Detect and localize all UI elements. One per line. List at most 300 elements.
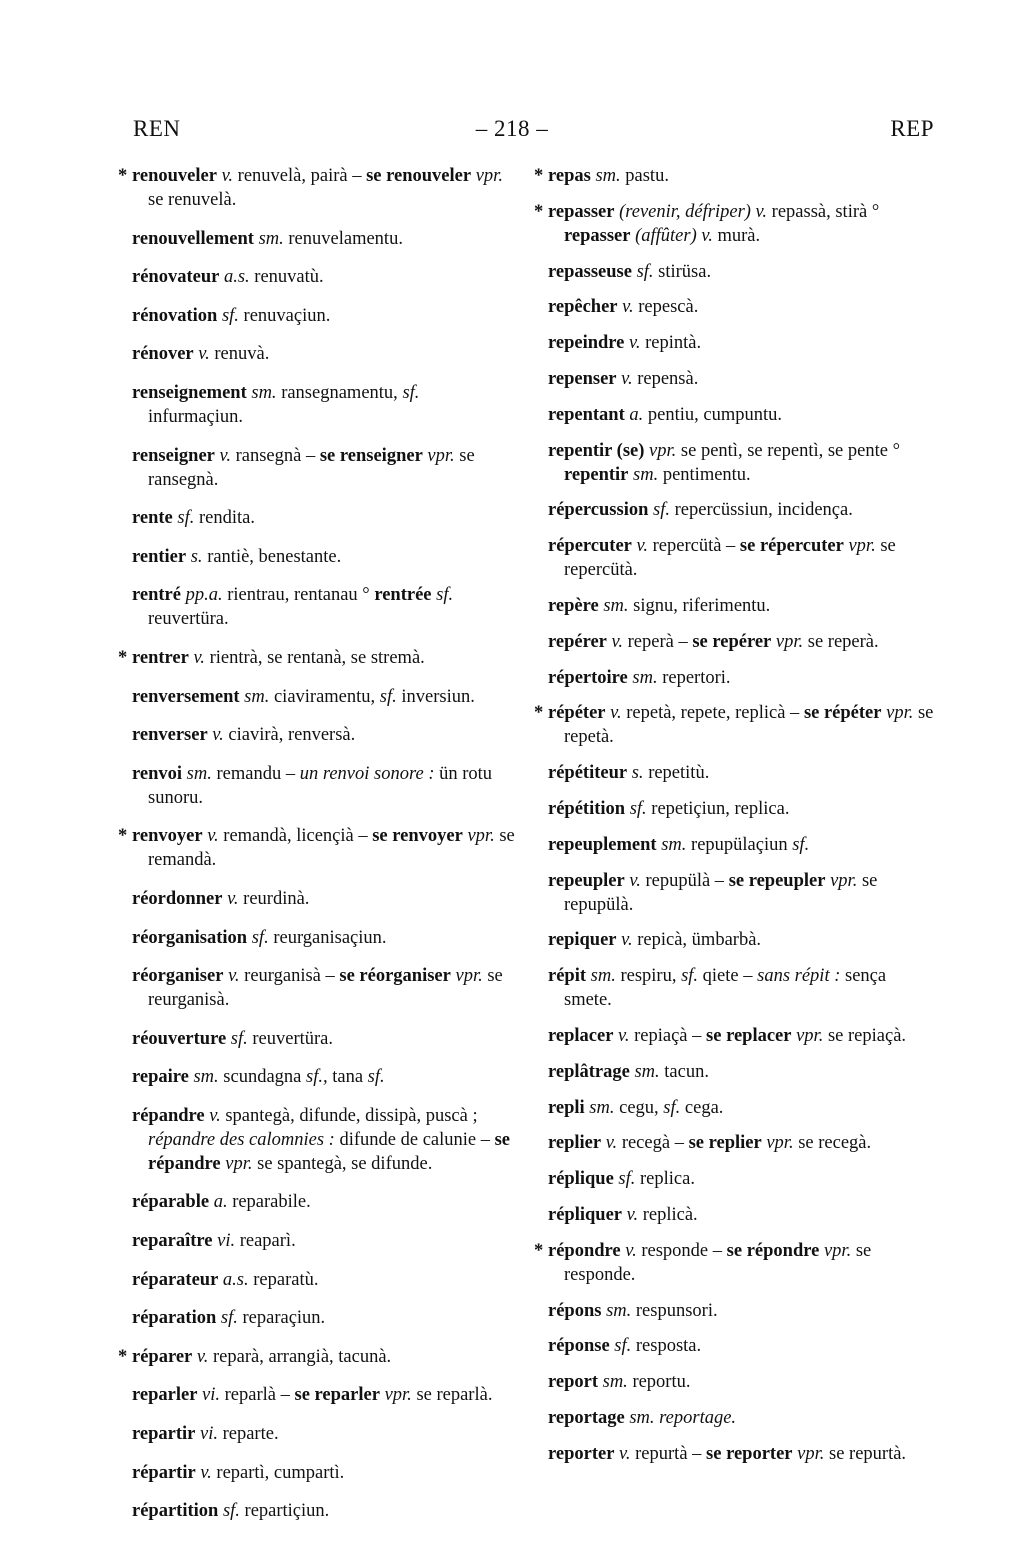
entry-grammar: sm. — [246, 382, 277, 403]
entry-translation: responde – — [636, 1240, 727, 1261]
header-guide-word-right: REP — [890, 116, 934, 141]
entry-translation: reparà, arrangià, tacunà. — [208, 1346, 392, 1367]
entry-translation: reurdinà. — [238, 888, 310, 909]
entry-translation: cega. — [680, 1097, 724, 1118]
entry-headword: repasser — [564, 225, 631, 246]
entry-grammar: sm. — [239, 686, 270, 707]
entry-translation: recegà – — [617, 1133, 689, 1154]
entry-translation: pentiu, cumpuntu. — [643, 404, 782, 425]
entry-translation: rantiè, benestante. — [202, 546, 342, 567]
entry-translation: pentimentu. — [658, 464, 751, 485]
dictionary-entry — [548, 1203, 934, 1227]
entry-translation: ciavirà, renversà. — [223, 725, 356, 746]
dictionary-entry — [132, 1229, 515, 1253]
entry-grammar: pp.a. — [180, 585, 223, 606]
dictionary-entry — [548, 701, 934, 749]
entry-translation: repetiçiun, replica. — [646, 798, 790, 819]
entry-translation: se repetà. — [564, 703, 934, 748]
dictionary-entry — [132, 1383, 515, 1407]
entry-grammar: sf. — [247, 927, 269, 948]
entry-grammar: sans répit : — [757, 966, 841, 987]
entry-grammar: sm. — [253, 228, 284, 249]
entry-headword: répéter — [548, 703, 606, 724]
entry-headword: répétiteur — [548, 763, 628, 784]
entry-headword: répétition — [548, 798, 626, 819]
entry-grammar: sf., — [301, 1067, 328, 1088]
dictionary-entry — [132, 1027, 515, 1051]
dictionary-entry — [132, 723, 515, 747]
entry-grammar: sm. — [590, 166, 621, 186]
entry-headword: rénovation — [132, 305, 218, 326]
entry-headword: renvoi — [132, 763, 183, 784]
entry-headword: rénovateur — [132, 267, 220, 288]
entry-grammar: vpr. — [471, 166, 503, 186]
dictionary-entry — [548, 1299, 934, 1323]
dictionary-entry — [132, 964, 515, 1012]
entry-headword: répons — [548, 1300, 602, 1321]
dictionary-entry — [548, 331, 934, 355]
entry-grammar: s. — [627, 763, 644, 784]
entry-translation: rendita. — [194, 508, 255, 529]
entry-headword: rentrée — [374, 585, 432, 606]
entry-translation: repensà. — [632, 368, 699, 389]
entry-headword: report — [548, 1372, 598, 1393]
entry-headword: réorganiser — [132, 966, 224, 987]
entry-translation: renuvelamentu. — [283, 228, 403, 249]
entry-headword: repeupler — [548, 870, 625, 891]
dictionary-entry — [132, 762, 515, 810]
dictionary-entry — [132, 1345, 515, 1369]
dictionary-entry — [548, 666, 934, 690]
entry-headword: répercussion — [548, 500, 649, 521]
dictionary-entry — [548, 367, 934, 391]
entry-grammar: v. — [207, 725, 224, 746]
page-number: – 218 – — [475, 116, 549, 141]
entry-headword: se répercuter — [739, 536, 844, 557]
entry-headword: se repeupler — [728, 870, 826, 891]
entry-grammar: v. — [223, 966, 240, 987]
entry-translation: repupülaçiun — [686, 834, 788, 855]
dictionary-entry — [548, 833, 934, 857]
entry-grammar: a. — [624, 404, 644, 425]
dictionary-entry — [132, 1499, 515, 1523]
entry-headword: répartir — [132, 1462, 196, 1483]
entry-grammar: v. — [192, 1346, 209, 1367]
entry-grammar: sf. — [613, 1169, 636, 1190]
entry-headword: repenser — [548, 368, 617, 389]
dictionary-entry — [132, 646, 515, 670]
entry-grammar: v. — [614, 1443, 631, 1464]
entry-translation: remandu – — [211, 763, 300, 784]
entry-grammar: vi. — [197, 1385, 221, 1406]
dictionary-entry — [548, 295, 934, 319]
entry-grammar: vpr. — [422, 445, 455, 466]
entry-grammar: sm. — [601, 1300, 632, 1321]
entry-grammar: s. — [186, 546, 203, 567]
entry-grammar: sf. — [609, 1336, 632, 1357]
entry-translation: inversiun. — [396, 686, 475, 707]
entry-grammar: vpr. — [771, 631, 804, 652]
entry-translation: renuvà. — [209, 344, 270, 365]
entry-translation: reportu. — [627, 1372, 691, 1393]
entry-headword: rentier — [132, 546, 187, 567]
entry-headword: renseignement — [132, 382, 247, 403]
entry-headword: se replier — [688, 1133, 762, 1154]
entry-grammar: vi. — [195, 1424, 218, 1445]
entry-translation: pastu. — [620, 166, 669, 186]
dictionary-entry — [548, 594, 934, 618]
entry-headword: repeuplement — [548, 834, 657, 855]
entry-headword: se replacer — [706, 1025, 792, 1046]
entry-headword: se repérer — [692, 631, 772, 652]
dictionary-entry — [132, 1065, 515, 1089]
entry-headword: replacer — [548, 1025, 614, 1046]
entry-grammar: v. — [613, 1025, 630, 1046]
entry-grammar: v. — [204, 1105, 221, 1126]
dictionary-entry — [132, 685, 515, 709]
entry-headword: se répondre — [726, 1240, 820, 1261]
dictionary-entry — [548, 1096, 934, 1120]
entry-translation: se renuvelà. — [148, 190, 237, 210]
entry-translation: spantegà, difunde, dissipà, puscà ; — [220, 1105, 478, 1126]
entry-headword: répandre — [132, 1105, 205, 1126]
entry-headword: renouvellement — [132, 228, 254, 249]
entry-grammar: sm. — [628, 464, 659, 485]
entry-headword: repiquer — [548, 930, 617, 951]
dictionary-entry — [548, 1370, 934, 1394]
entry-translation: renuvaçiun. — [238, 305, 331, 326]
page-header — [0, 116, 1024, 156]
entry-headword: repentir — [564, 464, 629, 485]
dictionary-entry — [548, 630, 934, 654]
dictionary-entry — [132, 824, 515, 872]
dictionary-entry — [548, 260, 934, 284]
dictionary-entry — [548, 439, 934, 487]
entry-grammar: vpr. — [220, 1153, 253, 1174]
entry-grammar: vpr. — [379, 1385, 412, 1406]
entry-headword: rentré — [132, 585, 181, 606]
entry-translation: repintà. — [640, 333, 702, 354]
entry-translation: repartì, cumpartì. — [211, 1462, 345, 1483]
dictionary-entry — [132, 381, 515, 429]
entry-headword: renverser — [132, 725, 208, 746]
entry-translation: repassà, stirà ° — [767, 201, 880, 222]
dictionary-entry — [132, 304, 515, 328]
entry-grammar: vpr. — [792, 1443, 825, 1464]
entry-translation: reparatù. — [248, 1269, 319, 1290]
entry-translation: se spantegà, se difunde. — [252, 1153, 433, 1174]
entry-headword: reparaître — [132, 1231, 213, 1252]
entry-headword: réparation — [132, 1308, 217, 1329]
entry-translation: difunde de calunie – — [334, 1129, 495, 1150]
entry-grammar: vpr. — [843, 536, 876, 557]
entry-translation: renuvatù. — [249, 267, 324, 288]
entry-grammar: sm. — [598, 595, 629, 616]
entry-headword: rentrer — [132, 647, 189, 668]
entry-grammar: vpr. — [825, 870, 858, 891]
entry-grammar: v. — [202, 826, 219, 847]
entry-grammar: a.s. — [219, 267, 250, 288]
entry-headword: repentir (se) — [548, 440, 645, 461]
entry-translation: se remandà. — [148, 826, 515, 871]
entry-grammar: sm. — [182, 763, 212, 784]
entry-headword: replier — [548, 1133, 602, 1154]
entry-grammar: sf. — [676, 966, 699, 987]
dictionary-entry — [548, 761, 934, 785]
dictionary-entry — [548, 869, 934, 917]
entry-grammar: sf. — [397, 382, 420, 403]
entry-grammar: v. — [195, 1462, 212, 1483]
entry-headword: réparable — [132, 1192, 210, 1213]
entry-translation: se pentì, se repentì, se pente ° — [676, 440, 900, 461]
dictionary-entry — [132, 1190, 515, 1214]
entry-grammar: v. — [624, 870, 641, 891]
entry-grammar: v. — [616, 368, 633, 389]
right-column — [548, 164, 934, 1478]
entry-headword: repasser — [548, 201, 615, 222]
entry-headword: repasseuse — [548, 261, 632, 282]
entry-translation: reurganisaçiun. — [268, 927, 387, 948]
dictionary-entry — [548, 1442, 934, 1466]
entry-headword: réouverture — [132, 1028, 227, 1049]
entry-grammar: (revenir, défriper) v. — [614, 201, 768, 222]
entry-headword: réordonner — [132, 888, 223, 909]
entry-translation: se ransegnà. — [148, 445, 475, 490]
entry-grammar: sm. — [586, 966, 616, 987]
dictionary-entry — [548, 534, 934, 582]
entry-grammar: v. — [624, 333, 641, 354]
entry-grammar: sm. reportage. — [624, 1407, 737, 1428]
entry-translation: reparlà – — [220, 1385, 295, 1406]
entry-translation: repertori. — [657, 667, 731, 688]
entry-headword: repli — [548, 1097, 585, 1118]
dictionary-entry — [132, 506, 515, 530]
entry-grammar: v. — [601, 1133, 618, 1154]
header-guide-word-left: REN — [133, 116, 181, 141]
entry-headword: répercuter — [548, 536, 632, 557]
entry-grammar: sf. — [172, 508, 195, 529]
entry-grammar: sm. — [656, 834, 687, 855]
entry-grammar: (affûter) v. — [630, 225, 713, 246]
dictionary-entry — [132, 265, 515, 289]
entry-headword: se réorganiser — [339, 966, 451, 987]
entry-translation: murà. — [712, 225, 761, 246]
entry-translation: repicà, ümbarbà. — [632, 930, 762, 951]
entry-translation: se reurganisà. — [148, 966, 503, 1011]
entry-grammar: sf. — [625, 798, 647, 819]
dictionary-entry — [132, 164, 515, 212]
entry-grammar: vpr. — [761, 1133, 794, 1154]
entry-grammar: vpr. — [462, 826, 495, 847]
entry-headword: réorganisation — [132, 927, 248, 948]
entry-translation: stirüsa. — [653, 261, 712, 282]
entry-headword: répertoire — [548, 667, 628, 688]
entry-grammar: v. — [216, 166, 234, 186]
entry-grammar: v. — [620, 1240, 637, 1261]
entry-translation: se repercütà. — [564, 536, 896, 581]
entry-grammar: sm. — [188, 1067, 219, 1088]
entry-translation: scundagna — [218, 1067, 302, 1088]
dictionary-entry — [548, 1024, 934, 1048]
entry-grammar: vpr. — [881, 703, 914, 724]
entry-headword: répliquer — [548, 1204, 622, 1225]
entry-headword: renseigner — [132, 445, 215, 466]
entry-translation: rientrau, rentanau ° — [222, 585, 375, 606]
entry-grammar: v. — [193, 344, 210, 365]
entry-headword: se renseigner — [319, 445, 423, 466]
dictionary-entry — [548, 1167, 934, 1191]
entry-translation: tacun. — [659, 1061, 709, 1082]
entry-headword: rénover — [132, 344, 194, 365]
entry-translation: ciaviramentu, — [269, 686, 376, 707]
dictionary-entry — [548, 928, 934, 952]
entry-grammar: sf. — [658, 1097, 681, 1118]
entry-headword: renouveler — [132, 166, 217, 186]
entry-translation: respunsori. — [631, 1300, 718, 1321]
dictionary-entry — [132, 444, 515, 492]
dictionary-entry — [132, 583, 515, 631]
entry-translation: repartiçiun. — [239, 1501, 330, 1522]
entry-headword: se répéter — [803, 703, 882, 724]
entry-headword: renvoyer — [132, 826, 203, 847]
entry-grammar: sm. — [627, 667, 658, 688]
entry-grammar: sm. — [598, 1372, 628, 1393]
entry-headword: repêcher — [548, 297, 618, 318]
entry-translation: repiaçà – — [629, 1025, 707, 1046]
dictionary-entry — [548, 164, 934, 188]
entry-grammar: v. — [617, 297, 634, 318]
entry-headword: rente — [132, 508, 173, 529]
entry-grammar: sm. — [584, 1097, 615, 1118]
dictionary-entry — [548, 1239, 934, 1287]
entry-grammar: sf. — [375, 686, 397, 707]
entry-translation: ransegnamentu, — [276, 382, 398, 403]
dictionary-entry — [548, 797, 934, 821]
entry-translation: repescà. — [633, 297, 699, 318]
entry-grammar: v. — [188, 647, 205, 668]
dictionary-entry — [548, 1334, 934, 1358]
entry-translation: reuvertüra. — [148, 609, 229, 630]
entry-headword: réparer — [132, 1346, 193, 1367]
entry-translation: infurmaçiun. — [148, 406, 244, 427]
dictionary-entry — [548, 200, 934, 248]
entry-translation: respiru, — [615, 966, 677, 987]
entry-translation: repercütà – — [647, 536, 740, 557]
entry-headword: repérer — [548, 631, 607, 652]
entry-translation: se reperà. — [803, 631, 879, 652]
dictionary-entry — [132, 1104, 515, 1176]
entry-grammar: v. — [214, 445, 231, 466]
dictionary-entry — [548, 964, 934, 1012]
entry-headword: réplique — [548, 1169, 614, 1190]
dictionary-entry — [132, 545, 515, 569]
entry-translation: reparabile. — [227, 1192, 311, 1213]
entry-grammar: sm. — [629, 1061, 660, 1082]
entry-translation: reuvertüra. — [247, 1028, 334, 1049]
dictionary-entry — [548, 403, 934, 427]
entry-headword: repentant — [548, 404, 625, 425]
entry-headword: se reporter — [706, 1443, 793, 1464]
entry-translation: rientrà, se rentanà, se stremà. — [204, 647, 425, 668]
entry-grammar: sf. — [648, 500, 670, 521]
entry-grammar: sf. — [218, 1501, 240, 1522]
entry-grammar: vpr. — [791, 1025, 824, 1046]
dictionary-entry — [132, 1306, 515, 1330]
entry-grammar: v. — [606, 631, 623, 652]
entry-headword: repas — [548, 166, 591, 186]
entry-translation: repurtà – — [630, 1443, 707, 1464]
entry-grammar: sf. — [216, 1308, 238, 1329]
entry-translation: se recegà. — [793, 1133, 872, 1154]
entry-grammar: v. — [222, 888, 239, 909]
entry-translation: repetitù. — [643, 763, 710, 784]
entry-translation: se repiaçà. — [823, 1025, 907, 1046]
entry-translation: reparaçiun. — [237, 1308, 326, 1329]
entry-translation: ransegnà – — [230, 445, 320, 466]
entry-headword: reparler — [132, 1385, 198, 1406]
entry-translation: reurganisà – — [239, 966, 340, 987]
entry-translation: reperà – — [622, 631, 693, 652]
entry-translation: repercüssiun, incidença. — [669, 500, 853, 521]
entry-grammar: un renvoi sonore : — [299, 763, 435, 784]
entry-grammar: a. — [209, 1192, 228, 1213]
dictionary-entry — [548, 1131, 934, 1155]
entry-grammar: sf. — [787, 834, 810, 855]
entry-headword: réparateur — [132, 1269, 219, 1290]
entry-grammar: sf. — [363, 1067, 385, 1088]
entry-headword: reporter — [548, 1443, 615, 1464]
entry-headword: se répandre — [148, 1129, 511, 1174]
dictionary-entry — [132, 1422, 515, 1446]
entry-headword: se renvoyer — [372, 826, 463, 847]
entry-headword: se reparler — [294, 1385, 380, 1406]
entry-translation: sença smete. — [564, 966, 887, 1011]
dictionary-entry — [548, 1406, 934, 1430]
entry-translation: remandà, licençià – — [218, 826, 373, 847]
entry-translation: resposta. — [631, 1336, 702, 1357]
entry-grammar: vpr. — [644, 440, 677, 461]
entry-translation: se reparlà. — [411, 1385, 493, 1406]
entry-grammar: a.s. — [218, 1269, 249, 1290]
entry-translation: tana — [327, 1067, 364, 1088]
entry-grammar: vpr. — [450, 966, 483, 987]
entry-headword: repartir — [132, 1424, 196, 1445]
entry-headword: répartition — [132, 1501, 219, 1522]
entry-translation: se responde. — [564, 1240, 872, 1285]
entry-grammar: vpr. — [819, 1240, 852, 1261]
dictionary-entry — [132, 227, 515, 251]
entry-translation: qiete – — [698, 966, 758, 987]
entry-grammar: v. — [622, 1204, 639, 1225]
entry-translation: reaparì. — [235, 1231, 296, 1252]
entry-headword: repaire — [132, 1067, 189, 1088]
entry-translation: replicà. — [638, 1204, 698, 1225]
entry-translation: ün rotu sunoru. — [148, 763, 493, 808]
entry-translation: renuvelà, pairà – — [233, 166, 367, 186]
entry-grammar: vi. — [212, 1231, 236, 1252]
entry-grammar: sf. — [226, 1028, 248, 1049]
entry-translation: cegu, — [614, 1097, 659, 1118]
entry-headword: répondre — [548, 1240, 621, 1261]
entry-grammar: sf. — [431, 585, 454, 606]
entry-headword: reportage — [548, 1407, 625, 1428]
entry-headword: réponse — [548, 1336, 610, 1357]
entry-translation: se repupülà. — [564, 870, 878, 915]
entry-headword: repère — [548, 595, 599, 616]
dictionary-entry — [132, 342, 515, 366]
entry-translation: repetà, repete, replicà – — [621, 703, 804, 724]
left-column — [132, 164, 515, 1538]
